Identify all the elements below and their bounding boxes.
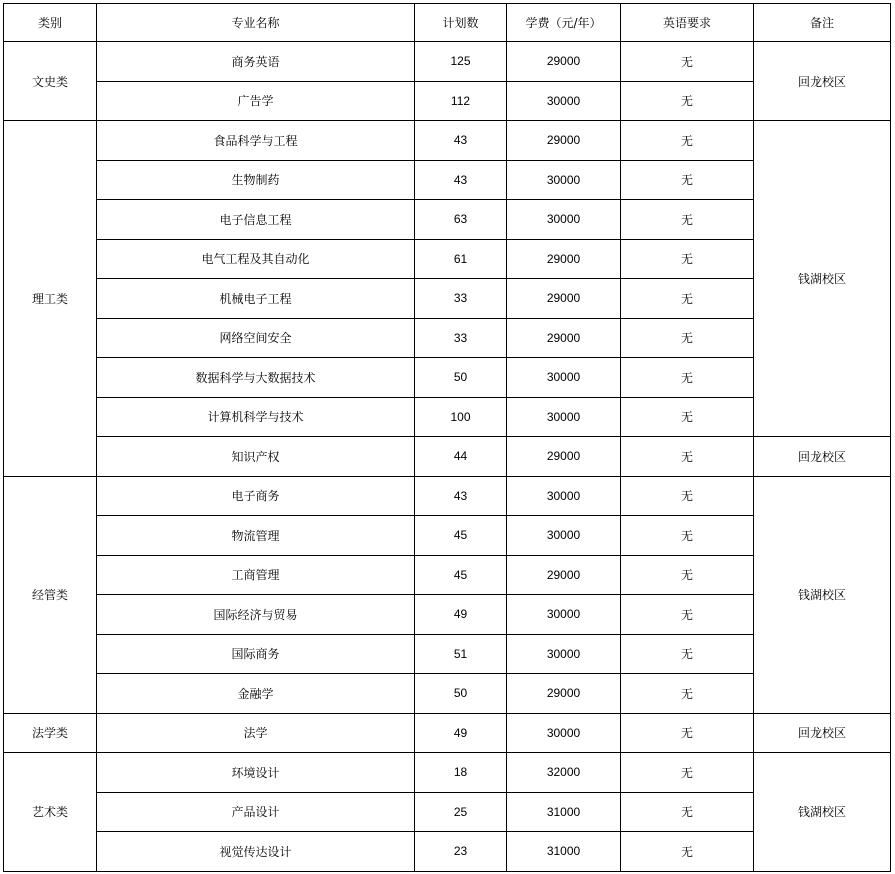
fee-cell: 29000 (507, 42, 621, 82)
category-cell: 法学类 (4, 713, 97, 753)
header-row (4, 4, 891, 42)
notes-cell: 钱湖校区 (754, 753, 891, 872)
category-cell: 文史类 (4, 42, 97, 121)
category-cell: 经管类 (4, 476, 97, 713)
plan-cell: 33 (415, 318, 507, 358)
notes-cell: 钱湖校区 (754, 476, 891, 713)
header-english: 英语要求 (621, 4, 754, 42)
english-cell: 无 (621, 279, 754, 319)
major-cell: 机械电子工程 (97, 279, 415, 319)
major-cell: 国际经济与贸易 (97, 595, 415, 635)
english-cell: 无 (621, 200, 754, 240)
plan-cell: 49 (415, 595, 507, 635)
fee-cell: 32000 (507, 753, 621, 793)
plan-cell: 51 (415, 634, 507, 674)
fee-cell: 29000 (507, 674, 621, 714)
header-plan: 计划数 (415, 4, 507, 42)
english-cell: 无 (621, 753, 754, 793)
fee-cell: 30000 (507, 713, 621, 753)
major-cell: 物流管理 (97, 516, 415, 556)
english-cell: 无 (621, 713, 754, 753)
plan-cell: 25 (415, 792, 507, 832)
fee-cell: 29000 (507, 239, 621, 279)
table-row (4, 713, 891, 753)
notes-cell: 回龙校区 (754, 713, 891, 753)
category-cell: 艺术类 (4, 753, 97, 872)
plan-cell: 43 (415, 476, 507, 516)
english-cell: 无 (621, 595, 754, 635)
fee-cell: 29000 (507, 555, 621, 595)
major-cell: 视觉传达设计 (97, 832, 415, 872)
plan-cell: 100 (415, 397, 507, 437)
fee-cell: 29000 (507, 318, 621, 358)
fee-cell: 31000 (507, 792, 621, 832)
fee-cell: 29000 (507, 279, 621, 319)
plan-cell: 49 (415, 713, 507, 753)
english-cell: 无 (621, 239, 754, 279)
english-cell: 无 (621, 397, 754, 437)
major-cell: 电气工程及其自动化 (97, 239, 415, 279)
major-cell: 食品科学与工程 (97, 121, 415, 161)
notes-cell: 回龙校区 (754, 42, 891, 121)
plan-cell: 18 (415, 753, 507, 793)
plan-cell: 63 (415, 200, 507, 240)
major-cell: 工商管理 (97, 555, 415, 595)
header-fee: 学费（元/年） (507, 4, 621, 42)
table-row (4, 753, 891, 793)
english-cell: 无 (621, 318, 754, 358)
major-cell: 电子商务 (97, 476, 415, 516)
plan-cell: 50 (415, 358, 507, 398)
major-cell: 国际商务 (97, 634, 415, 674)
english-cell: 无 (621, 516, 754, 556)
major-cell: 电子信息工程 (97, 200, 415, 240)
fee-cell: 30000 (507, 81, 621, 121)
table-row (4, 121, 891, 161)
english-cell: 无 (621, 160, 754, 200)
major-cell: 网络空间安全 (97, 318, 415, 358)
fee-cell: 31000 (507, 832, 621, 872)
plan-cell: 50 (415, 674, 507, 714)
major-cell: 计算机科学与技术 (97, 397, 415, 437)
plan-cell: 61 (415, 239, 507, 279)
table-row (4, 437, 891, 477)
major-cell: 广告学 (97, 81, 415, 121)
major-cell: 生物制药 (97, 160, 415, 200)
english-cell: 无 (621, 358, 754, 398)
english-cell: 无 (621, 555, 754, 595)
plan-cell: 43 (415, 121, 507, 161)
fee-cell: 30000 (507, 634, 621, 674)
plan-cell: 45 (415, 555, 507, 595)
english-cell: 无 (621, 81, 754, 121)
fee-cell: 30000 (507, 397, 621, 437)
plan-cell: 125 (415, 42, 507, 82)
table-row (4, 476, 891, 516)
header-category: 类别 (4, 4, 97, 42)
enrollment-plan-table (3, 3, 891, 872)
major-cell: 数据科学与大数据技术 (97, 358, 415, 398)
fee-cell: 30000 (507, 200, 621, 240)
plan-cell: 45 (415, 516, 507, 556)
plan-cell: 44 (415, 437, 507, 477)
table-row (4, 42, 891, 82)
plan-cell: 23 (415, 832, 507, 872)
english-cell: 无 (621, 437, 754, 477)
category-cell: 理工类 (4, 121, 97, 477)
english-cell: 无 (621, 476, 754, 516)
notes-cell: 钱湖校区 (754, 121, 891, 437)
major-cell: 商务英语 (97, 42, 415, 82)
header-major: 专业名称 (97, 4, 415, 42)
english-cell: 无 (621, 42, 754, 82)
major-cell: 产品设计 (97, 792, 415, 832)
fee-cell: 30000 (507, 595, 621, 635)
english-cell: 无 (621, 674, 754, 714)
fee-cell: 29000 (507, 437, 621, 477)
english-cell: 无 (621, 121, 754, 161)
plan-cell: 33 (415, 279, 507, 319)
major-cell: 环境设计 (97, 753, 415, 793)
header-notes: 备注 (754, 4, 891, 42)
english-cell: 无 (621, 634, 754, 674)
english-cell: 无 (621, 792, 754, 832)
fee-cell: 30000 (507, 516, 621, 556)
fee-cell: 29000 (507, 121, 621, 161)
major-cell: 法学 (97, 713, 415, 753)
fee-cell: 30000 (507, 476, 621, 516)
plan-cell: 112 (415, 81, 507, 121)
notes-cell: 回龙校区 (754, 437, 891, 477)
major-cell: 金融学 (97, 674, 415, 714)
english-cell: 无 (621, 832, 754, 872)
fee-cell: 30000 (507, 160, 621, 200)
plan-cell: 43 (415, 160, 507, 200)
fee-cell: 30000 (507, 358, 621, 398)
major-cell: 知识产权 (97, 437, 415, 477)
